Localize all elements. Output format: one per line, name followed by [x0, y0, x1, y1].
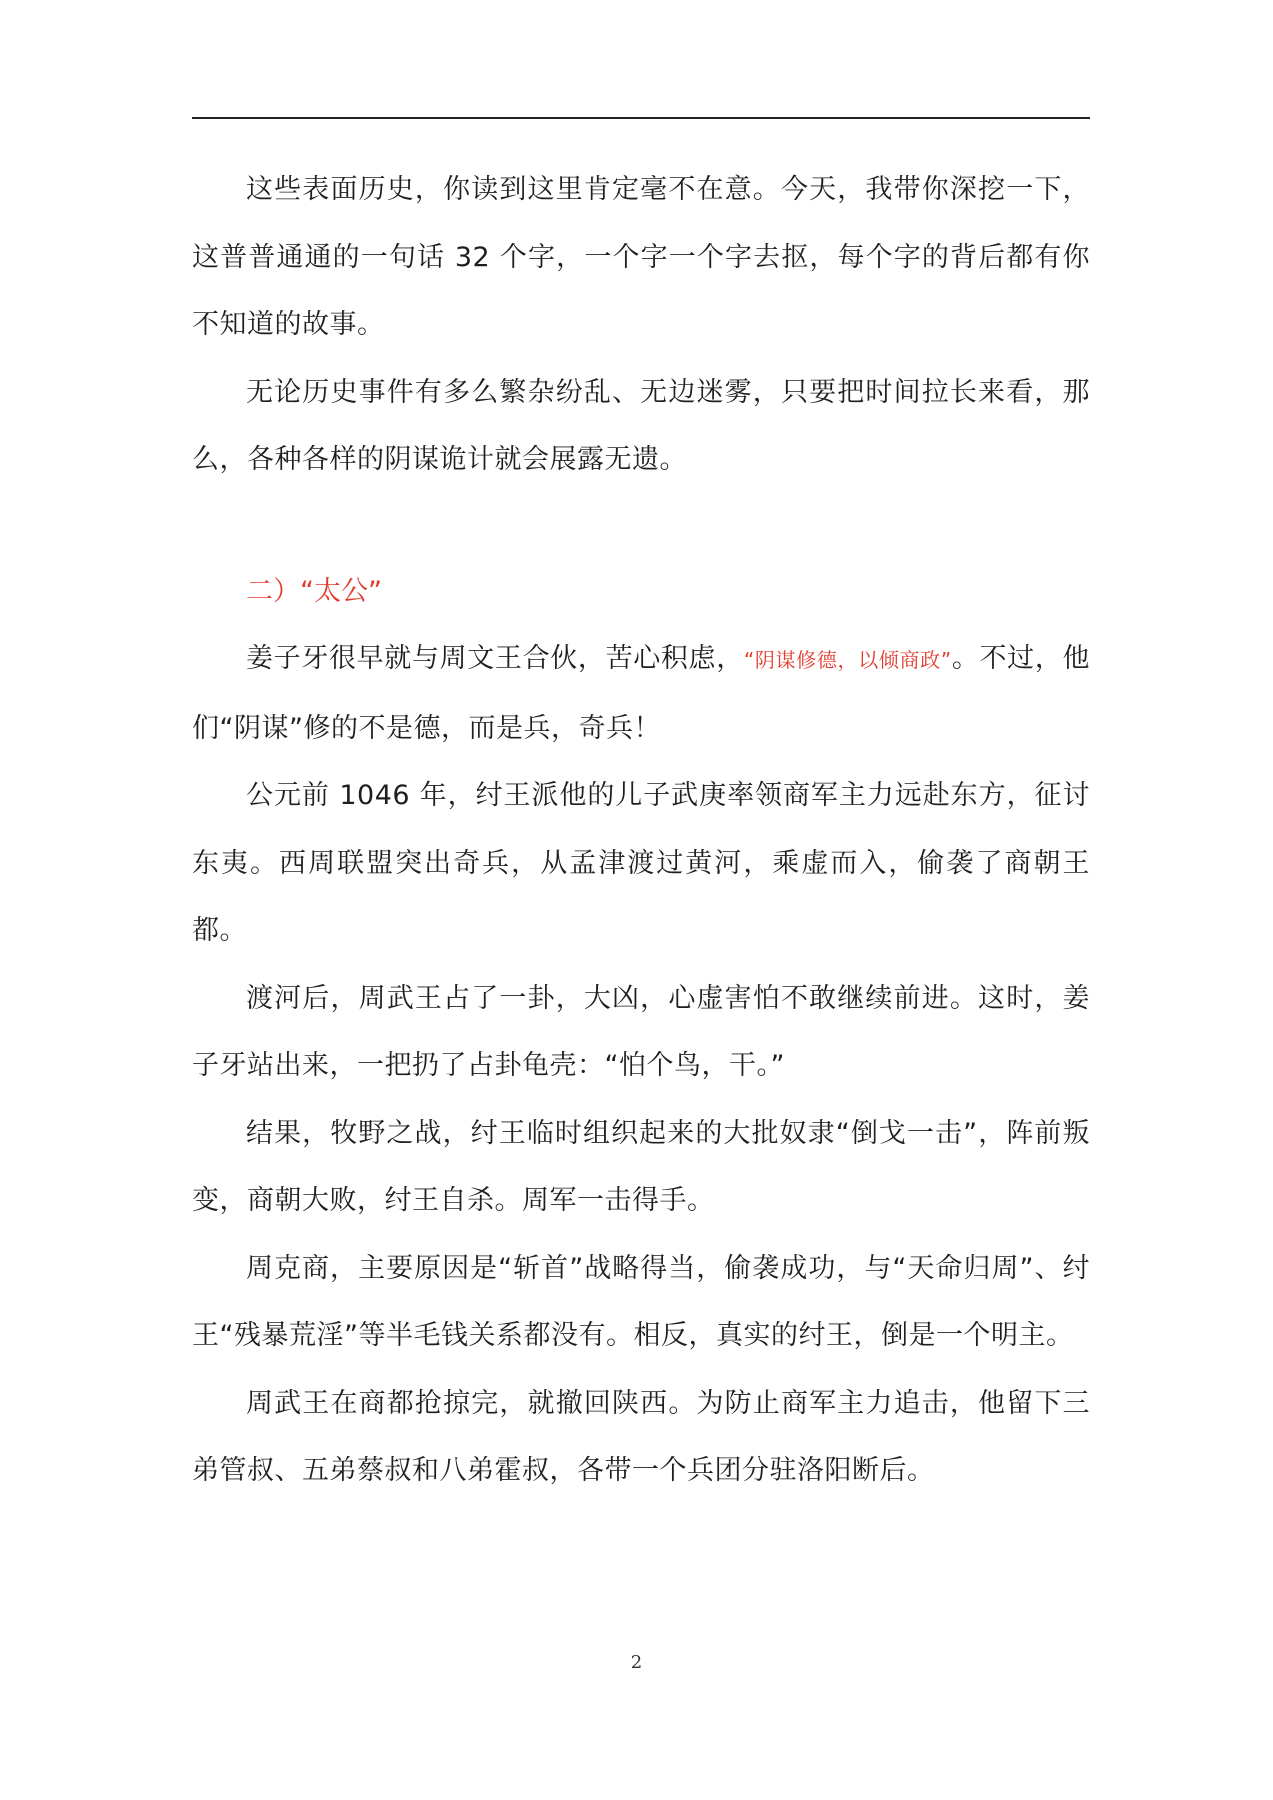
highlighted-quote: “阴谋修德，以倾商政”: [743, 648, 952, 672]
paragraph: 周武王在商都抢掠完，就撤回陕西。为防止商军主力追击，他留下三弟管叔、五弟蔡叔和八弟霍叔，各带一个兵团分驻洛阳断后。: [192, 1387, 1090, 1486]
header-rule: [192, 117, 1090, 119]
paragraph: 公元前 1046 年，纣王派他的儿子武庚率领商军主力远赴东方，征讨东夷。西周联盟突出奇兵，从孟津渡过黄河，乘虚而入，偷袭了商朝王都。: [192, 780, 1090, 946]
paragraph-with-quote: [192, 625, 1090, 762]
paragraph: 渡河后，周武王占了一卦，大凶，心虚害怕不敢继续前进。这时，姜子牙站出来，一把扔了占卦龟壳：“怕个鸟，干。”: [192, 982, 1090, 1081]
section-gap: [192, 494, 1090, 558]
paragraph: 无论历史事件有多么繁杂纷乱、无边迷雾，只要把时间拉长来看，那么，各种各样的阴谋诡计就会展露无遗。: [192, 376, 1090, 475]
paragraph: 这些表面历史，你读到这里肯定毫不在意。今天，我带你深挖一下，这普普通通的一句话 32 个字，一个字一个字去抠，每个字的背后都有你不知道的故事。: [192, 174, 1090, 340]
paragraph: 结果，牧野之战，纣王临时组织起来的大批奴隶“倒戈一击”，阵前叛变，商朝大败，纣王自杀。周军一击得手。: [192, 1117, 1090, 1216]
page-body: [192, 156, 1090, 1505]
section-heading: 二）“太公”: [246, 575, 382, 607]
paragraph-text: 姜子牙很早就与周文王合伙，苦心积虑，: [246, 643, 744, 674]
paragraph-text: 。不过，他们“阴谋”修的不是德，而是兵，奇兵！: [192, 643, 1091, 744]
page-number: 2: [630, 1652, 643, 1673]
paragraph: 周克商，主要原因是“斩首”战略得当，偷袭成功，与“天命归周”、纣王“残暴荒淫”等半毛钱关系都没有。相反，真实的纣王，倒是一个明主。: [192, 1252, 1090, 1351]
